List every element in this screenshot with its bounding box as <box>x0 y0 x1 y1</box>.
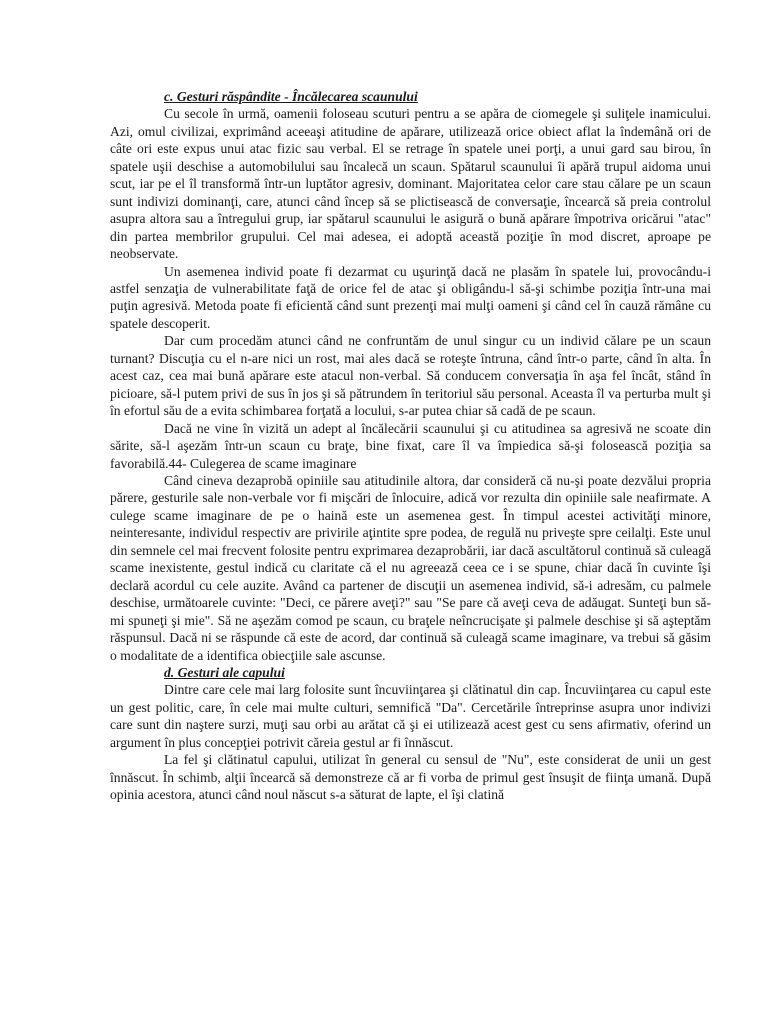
paragraph: Dacă ne vine în vizită un adept al încălecării scaunului şi cu atitudinea sa agresivă ne scoate din sărite, să-l aşezăm într-un scaun cu braţe, bine fixat, care îl va împiedica să-şi folosească poziţia sa favorabilă.44- Culegerea de scame imaginare <box>110 420 711 471</box>
section-heading-d: d. Gesturi ale capului <box>164 664 285 680</box>
paragraph: Dintre care cele mai larg folosite sunt încuviinţarea şi clătinatul din cap. Încuviinţarea cu capul este un gest politic, care, în cele mai multe culturi, semnifică "Da". Cercetările întreprinse asupra unor indivizi care sunt din naştere surzi, muţi sau orbi au arătat că şi ei utilizează acest gest cu sens afirmativ, oferind un argument în plus concepţiei potrivit căreia gestul ar fi înnăscut. <box>110 682 711 750</box>
paragraph: Un asemenea individ poate fi dezarmat cu uşurinţă dacă ne plasăm în spatele lui, provocându-i astfel senzaţia de vulnerabilitate faţă de orice fel de atac şi obligându-l să-şi schimbe poziţia într-una mai puţin agresivă. Metoda poate fi eficientă când sunt prezenţi mai mulţi oameni şi când cel în cauză rămâne cu spatele descoperit. <box>110 263 711 331</box>
paragraph: Dar cum procedăm atunci când ne confruntăm de unul singur cu un individ călare pe un scaun turnant? Discuţia cu el n-are nici un rost, mai ales dacă se roteşte întruna, când într-o parte, când în alta. În acest caz, cea mai bună apărare este atacul non-verbal. Să conducem conversaţia în aşa fel încât, stând în picioare, să-l putem privi de sus în jos şi să pătrundem în teritoriul său personal. Aceasta îl va perturba mult şi în efortul său de a evita schimbarea forţată a locului, s-ar putea chiar să cadă de pe scaun. <box>110 333 711 419</box>
section-heading-c: c. Gesturi răspândite - Încălecarea scaunului <box>164 89 418 104</box>
paragraph: Cu secole în urmă, oamenii foloseau scuturi pentru a se apăra de ciomegele şi suliţele inamicului. Azi, omul civilizai, exprimând aceeaşi atitudine de apărare, utilizează orice obiect aflat la îndemână ori de câte ori este expus unui atac fizic sau verbal. El se retrage în spatele unei porţi, a unui gard sau birou, în spatele uşii deschise a automobilului sau încalecă un scaun. Spătarul scaunului îi apără trupul aidoma unui scut, iar pe el îl transformă într-un luptător agresiv, dominant. Majoritatea celor care stau călare pe un scaun sunt indivizi dominanţi, care, atunci când încep să se plictisească de conversaţie, încearcă să preia controlul asupra altora sau a întregului grup, iar spătarul scaunului le asigură o bună apărare împotriva oricărui "atac" din partea membrilor grupului. Cel mai adesea, ei adoptă această poziţie în mod discret, aproape pe neobservate. <box>110 106 711 262</box>
document-page <box>110 88 711 804</box>
paragraph: Când cineva dezaprobă opiniile sau atitudinile altora, dar consideră că nu-şi poate dezvălui propria părere, gesturile sale non-verbale vor fi mişcări de înlocuire, adică vor rezulta din opiniile sale neafirmate. A culege scame imaginare de pe o haină este un asemenea gest. În timpul acestei activităţi minore, neinteresante, individul respectiv are privirile aţintite spre podea, de regulă nu priveşte spre ceilalţi. Este unul din semnele cel mai frecvent folosite pentru exprimarea dezaprobării, iar dacă ascultătorul continuă să culeagă scame inexistente, gestul indică cu claritate că el nu agreează ceea ce i se spune, chiar dacă în cuvinte îşi declară acordul cu cele auzite. Având ca partener de discuţii un asemenea individ, să-i adresăm, cu palmele deschise, următoarele cuvinte: "Deci, ce părere aveţi?" sau "Se pare că aveţi ceva de adăugat. Sunteţi bun să-mi spuneţi şi mie". Să ne aşezăm comod pe scaun, cu braţele neîncrucişate şi palmele deschise şi să aşteptăm răspunsul. Dacă ni se răspunde că este de acord, dar continuă să culeagă scame imaginare, va trebui să găsim o modalitate de a identifica obiecţiile sale ascunse. <box>110 472 711 663</box>
paragraph: La fel şi clătinatul capului, utilizat în general cu sensul de "Nu", este considerat de unii un gest înnăscut. În schimb, alţii încearcă să demonstreze că ar fi vorba de primul gest însuşit de fiinţa umană. După opinia acestora, atunci când noul născut s-a săturat de lapte, el îşi clatină <box>110 752 711 803</box>
